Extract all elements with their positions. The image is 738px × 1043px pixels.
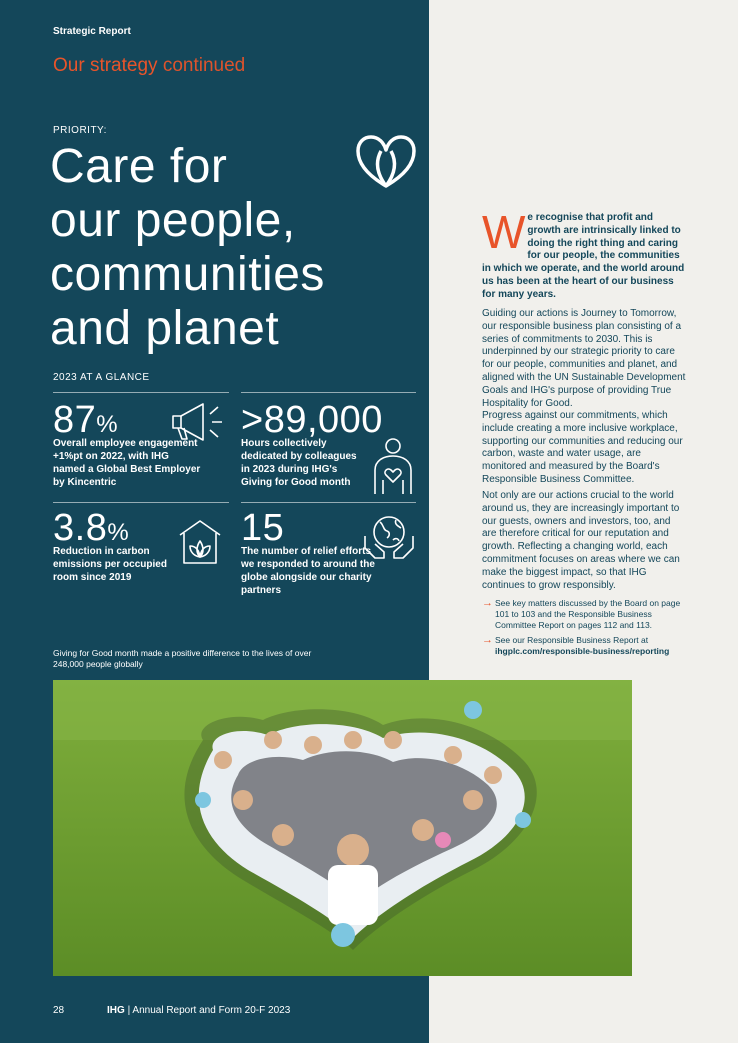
footer-separator: | xyxy=(127,1005,131,1016)
team-photo xyxy=(53,680,632,976)
divider xyxy=(241,392,416,393)
stat-description: Overall employee engagement +1%pt on 2022, with IHG named a Global Best Employer by Kincentric xyxy=(53,438,201,488)
eco-house-icon xyxy=(178,519,222,565)
stat-unit: % xyxy=(107,519,130,546)
divider xyxy=(53,502,229,503)
stat-description: The number of relief efforts we responded to around the globe alongside our charity partners xyxy=(241,546,375,596)
priority-title-line: communities xyxy=(50,248,325,301)
dropcap: W xyxy=(482,206,526,258)
stat-number: 3.8 xyxy=(53,507,108,549)
glance-label: 2023 AT A GLANCE xyxy=(53,372,150,383)
stat-unit: % xyxy=(96,411,119,438)
priority-title-line: our people, xyxy=(50,194,296,247)
body-paragraph: Not only are our actions crucial to the world around us, they are increasingly important to our guests, owners and investors, too, and are therefore critical for our reputation and growth. Reflecting a changing world, each commitment focuses on areas where we can make the biggest impact, so that IHG continues to grow responsibly. xyxy=(482,490,680,591)
intro-text: e recognise that profit and growth are intrinsically linked to doing the right thing and caring for our people, the communities in which we operate, and the world around us has been at the heart of our business for many years. xyxy=(482,212,685,300)
intro-paragraph xyxy=(482,206,687,302)
link-url[interactable]: ihgplc.com/responsible-business/reporting xyxy=(495,645,670,656)
priority-title-line: Care for xyxy=(50,140,228,193)
volunteer-heart-icon xyxy=(371,436,415,496)
stat-description: Hours collectively dedicated by colleagues in 2023 during IHG's Giving for Good month xyxy=(241,438,357,488)
page-heading xyxy=(53,55,245,77)
priority-title-line: and planet xyxy=(50,302,280,355)
divider xyxy=(241,502,416,503)
link-text: See key matters discussed by the Board on page 101 to 103 and the Responsible Business Committee Report on pages 112 and 113. xyxy=(495,598,681,630)
priority-label: PRIORITY: xyxy=(53,125,107,136)
arrow-right-icon: → xyxy=(482,634,493,646)
heart-leaves-icon xyxy=(355,134,417,190)
stat-description: Reduction in carbon emissions per occupied room since 2019 xyxy=(53,546,167,583)
stat-number: >89,000 xyxy=(241,399,383,441)
divider xyxy=(53,392,229,393)
globe-hands-icon xyxy=(363,514,415,564)
footer-doc xyxy=(107,1005,290,1016)
stat-number: 15 xyxy=(241,507,285,549)
body-paragraph: Progress against our commitments, which include creating a more inclusive workplace, supporting our communities and reducing our carbon, waste and water usage, are monitored and measured by the Board's Responsible Business Committee. xyxy=(482,410,683,485)
stat-number: 87 xyxy=(53,399,97,441)
link-text xyxy=(482,635,692,657)
heading-suffix: continued xyxy=(162,55,246,76)
footer-brand: IHG xyxy=(107,1005,125,1016)
heading-main: Our strategy xyxy=(53,55,158,76)
arrow-right-icon: → xyxy=(482,597,493,609)
section-label: Strategic Report xyxy=(53,26,131,37)
body-paragraph: Guiding our actions is Journey to Tomorrow, our responsible business plan consisting of a series of commitments to 2030. This is underpinned by our strategic priority to care for our people, communities and planet, and aligned with the UN Sustainable Development Goals and IHG's purpose of providing True Hospitality for Good. xyxy=(482,308,686,409)
page-number: 28 xyxy=(53,1005,65,1016)
footer-doc-title: Annual Report and Form 20-F 2023 xyxy=(132,1005,291,1016)
report-reference-link[interactable] xyxy=(482,635,692,657)
link-text-plain: See our Responsible Business Report at xyxy=(495,635,649,645)
board-reference-link[interactable] xyxy=(482,598,692,630)
megaphone-icon xyxy=(170,402,226,442)
photo-caption: Giving for Good month made a positive difference to the lives of over 248,000 people globally xyxy=(53,648,312,669)
